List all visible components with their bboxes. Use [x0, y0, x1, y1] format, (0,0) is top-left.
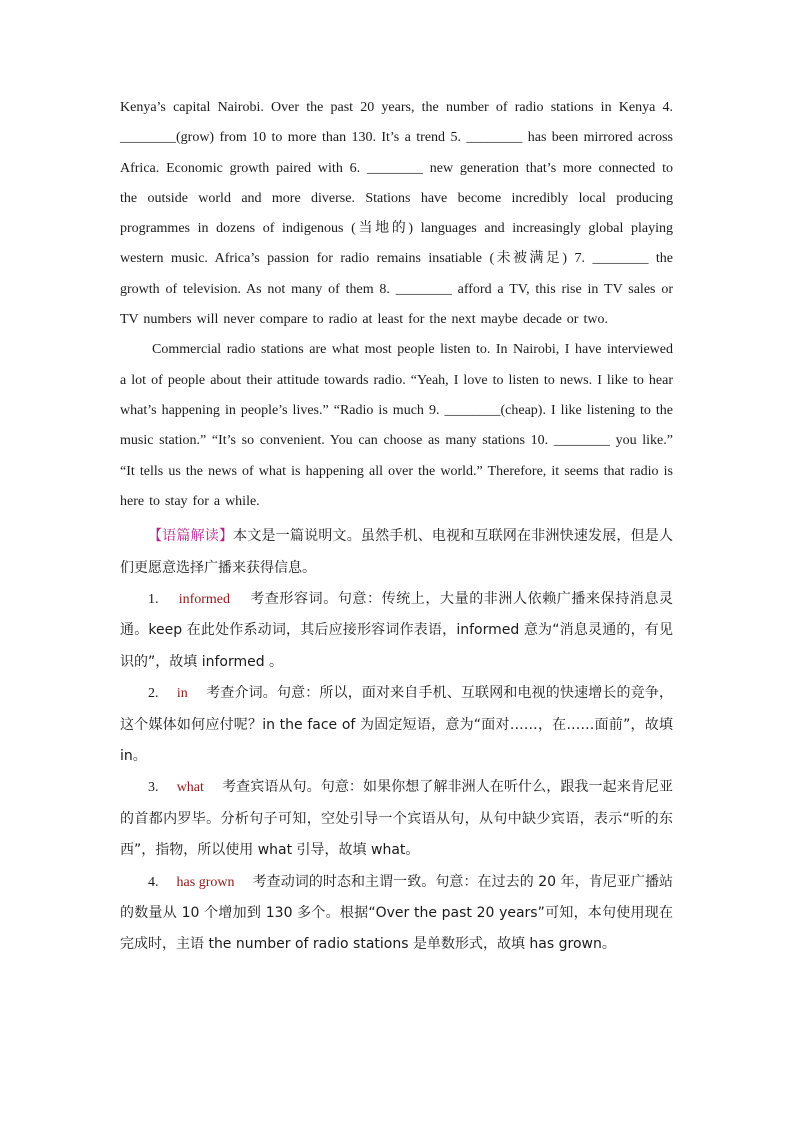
answer-explanation: 考查介词。句意：所以，面对来自手机、互联网和电视的快速增长的竞争，这个媒体如何应付呢？in the face of 为固定短语，意为“面对……，在……面前”，故填 in。 [120, 685, 673, 764]
analysis-intro-text: 本文是一篇说明文。虽然手机、电视和互联网在非洲快速发展，但是人们更愿意选择广播来获得信息。 [120, 528, 674, 576]
answer-explanation: 考查宾语从句。句意：如果你想了解非洲人在听什么，跟我一起来肯尼亚的首都内罗毕。分析句子可知，空处引导一个宾语从句，从句中缺少宾语，表示“听的东西”，指物，所以使用 what 引导，故填 what。 [120, 779, 673, 859]
answer-explanation: 考查形容词。句意：传统上，大量的非洲人依赖广播来保持消息灵通。keep 在此处作系动词，其后应接形容词作表语，informed 意为“消息灵通的，有见识的”，故填 informed 。 [120, 590, 673, 670]
answer-item-1 [120, 584, 673, 678]
answer-key: has grown [176, 874, 235, 890]
answer-number: 3. [148, 780, 159, 796]
answer-explanation: 考查动词的时态和主谓一致。句意：在过去的 20 年，肯尼亚广播站的数量从 10 个增加到 130 多个。根据“Over the past 20 years”可知，本句使用现在完成时，主语 the number of radio stations 是单数形式，故填 has grown。 [120, 873, 674, 953]
passage-paragraph-2: Commercial radio stations are what most people listen to. In Nairobi, I have interviewed a lot of people about their attitude towards radio. “Yeah, I love to listen to news. I like to hear what’s happening in people’s lives.” “Radio is much 9. ________(cheap). I like listening to the music station.” “It’s so convenient. You can choose as many stations 10. ________ you like.” “It tells us the news of what is happening all over the world.” Therefore, it seems that radio is here to stay for a while. [120, 342, 673, 509]
answer-key: in [176, 686, 188, 702]
answer-number: 2. [148, 686, 159, 702]
answer-key: informed [178, 591, 231, 607]
answer-key: what [176, 780, 204, 796]
answer-number: 1. [148, 591, 159, 607]
analysis-tag: 【语篇解读】 [148, 528, 234, 545]
analysis-intro [120, 521, 673, 584]
passage-paragraph-1: Kenya’s capital Nairobi. Over the past 20 years, the number of radio stations in Kenya 4. ________(grow) from 10 to more than 130. It’s a trend 5. ________ has been mirrored across Africa. Economic growth paired with 6. ________ new generation that’s more connected to the outside world and more diverse. Stations have become incredibly local producing programmes in dozens of indigenous (当地的) languages and increasingly global playing western music. Africa’s passion for radio remains insatiable (未被满足) 7. ________ the growth of television. As not many of them 8. ________ afford a TV, this rise in TV sales or TV numbers will never compare to radio at least for the next maybe decade or two. [120, 100, 673, 328]
answer-item-4 [120, 867, 673, 961]
answer-item-3 [120, 772, 673, 866]
answer-item-2 [120, 678, 673, 772]
answer-number: 4. [148, 874, 159, 890]
document-content [120, 93, 673, 961]
